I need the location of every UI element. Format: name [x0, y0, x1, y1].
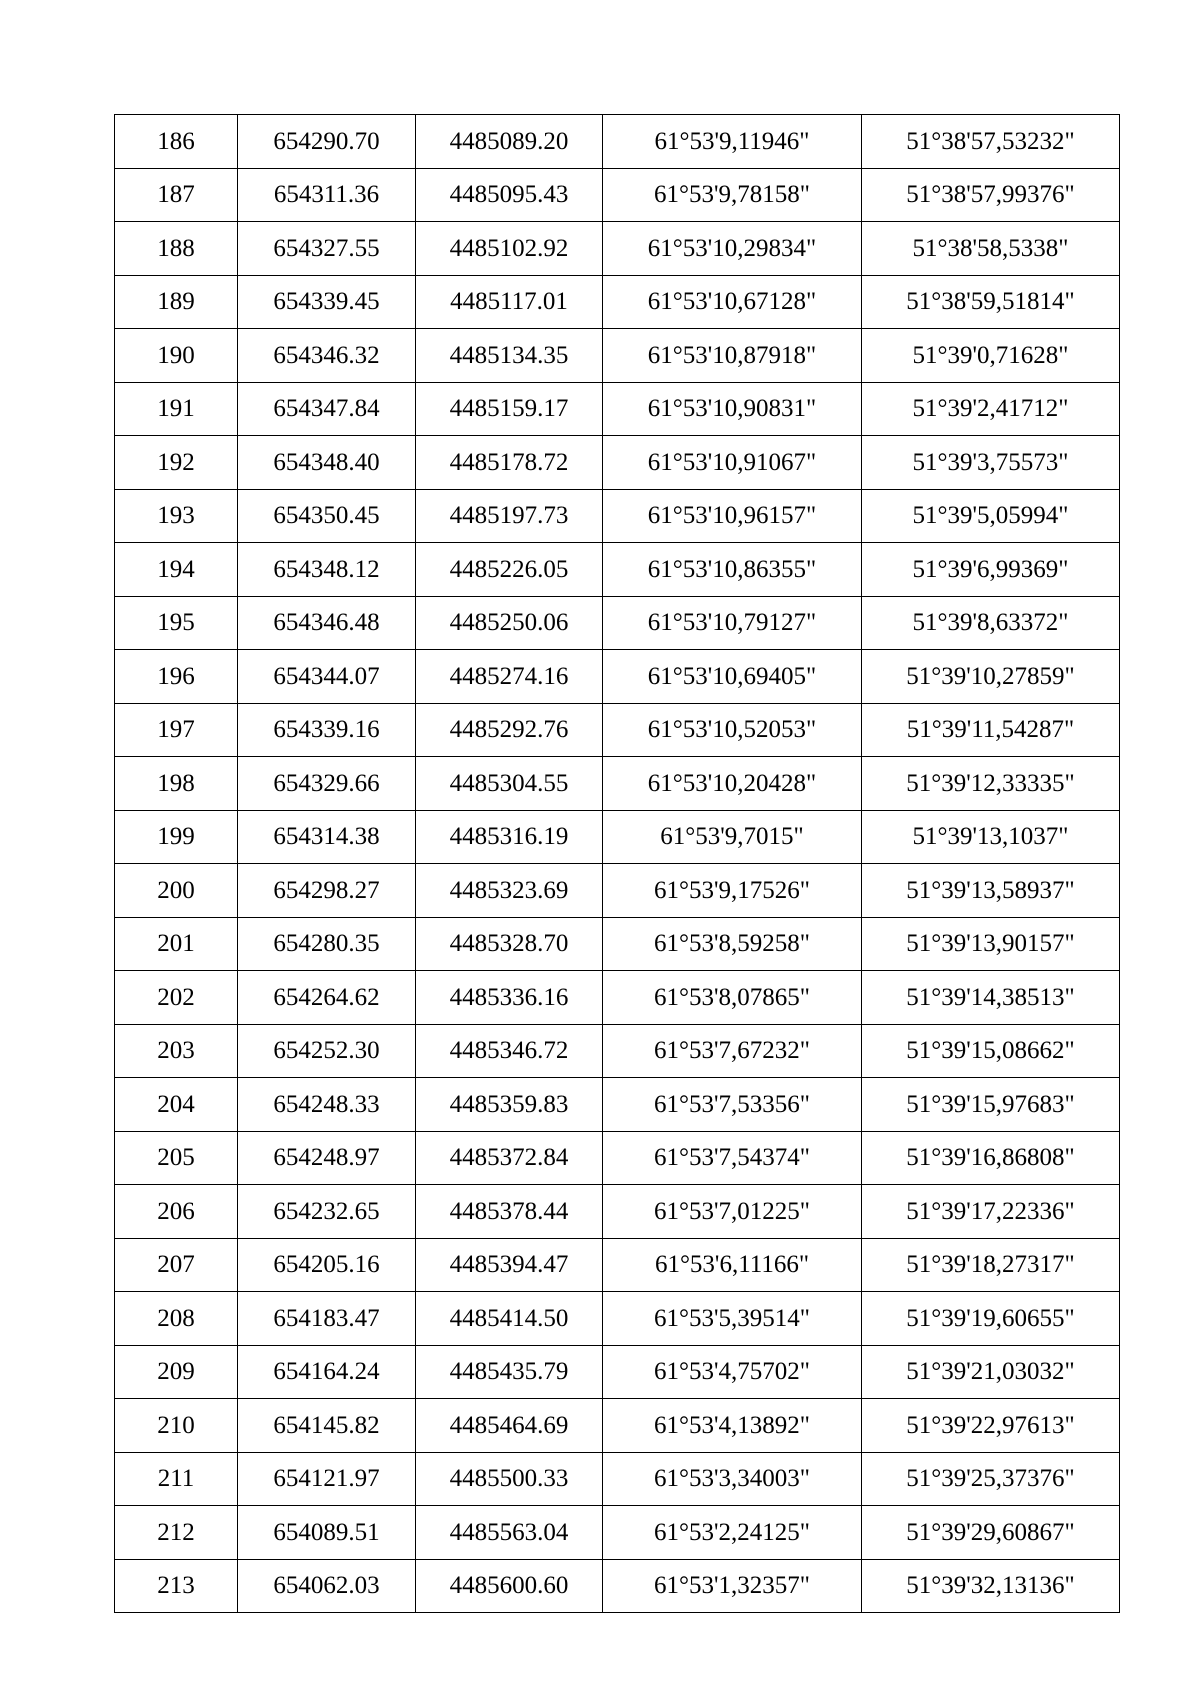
table-row: [115, 1506, 1120, 1560]
point-number-cell: 191: [115, 382, 238, 436]
y-coordinate-cell: 4485226.05: [416, 543, 603, 597]
point-number-cell: 193: [115, 489, 238, 543]
point-number-cell: 203: [115, 1024, 238, 1078]
longitude-cell: 61°53'10,20428": [603, 757, 862, 811]
table-row: [115, 1131, 1120, 1185]
latitude-cell: 51°39'12,33335": [862, 757, 1120, 811]
x-coordinate-cell: 654248.97: [238, 1131, 416, 1185]
longitude-cell: 61°53'9,17526": [603, 864, 862, 918]
point-number-cell: 204: [115, 1078, 238, 1132]
table-row: [115, 1185, 1120, 1239]
x-coordinate-cell: 654348.40: [238, 436, 416, 490]
longitude-cell: 61°53'9,11946": [603, 115, 862, 169]
y-coordinate-cell: 4485435.79: [416, 1345, 603, 1399]
x-coordinate-cell: 654062.03: [238, 1559, 416, 1613]
y-coordinate-cell: 4485292.76: [416, 703, 603, 757]
longitude-cell: 61°53'4,13892": [603, 1399, 862, 1453]
table-row: [115, 489, 1120, 543]
latitude-cell: 51°38'57,53232": [862, 115, 1120, 169]
y-coordinate-cell: 4485414.50: [416, 1292, 603, 1346]
latitude-cell: 51°39'16,86808": [862, 1131, 1120, 1185]
longitude-cell: 61°53'7,01225": [603, 1185, 862, 1239]
y-coordinate-cell: 4485159.17: [416, 382, 603, 436]
x-coordinate-cell: 654264.62: [238, 971, 416, 1025]
latitude-cell: 51°39'32,13136": [862, 1559, 1120, 1613]
longitude-cell: 61°53'10,96157": [603, 489, 862, 543]
latitude-cell: 51°39'21,03032": [862, 1345, 1120, 1399]
latitude-cell: 51°39'14,38513": [862, 971, 1120, 1025]
x-coordinate-cell: 654327.55: [238, 222, 416, 276]
point-number-cell: 206: [115, 1185, 238, 1239]
x-coordinate-cell: 654314.38: [238, 810, 416, 864]
point-number-cell: 196: [115, 650, 238, 704]
latitude-cell: 51°39'8,63372": [862, 596, 1120, 650]
latitude-cell: 51°39'3,75573": [862, 436, 1120, 490]
point-number-cell: 187: [115, 168, 238, 222]
table-row: [115, 168, 1120, 222]
y-coordinate-cell: 4485372.84: [416, 1131, 603, 1185]
longitude-cell: 61°53'10,69405": [603, 650, 862, 704]
longitude-cell: 61°53'10,90831": [603, 382, 862, 436]
latitude-cell: 51°39'29,60867": [862, 1506, 1120, 1560]
point-number-cell: 205: [115, 1131, 238, 1185]
latitude-cell: 51°39'0,71628": [862, 329, 1120, 383]
point-number-cell: 213: [115, 1559, 238, 1613]
table-row: [115, 1238, 1120, 1292]
x-coordinate-cell: 654183.47: [238, 1292, 416, 1346]
x-coordinate-cell: 654205.16: [238, 1238, 416, 1292]
longitude-cell: 61°53'10,86355": [603, 543, 862, 597]
latitude-cell: 51°39'13,1037": [862, 810, 1120, 864]
longitude-cell: 61°53'4,75702": [603, 1345, 862, 1399]
latitude-cell: 51°39'10,27859": [862, 650, 1120, 704]
table-row: [115, 436, 1120, 490]
table-row: [115, 971, 1120, 1025]
latitude-cell: 51°39'22,97613": [862, 1399, 1120, 1453]
x-coordinate-cell: 654346.48: [238, 596, 416, 650]
longitude-cell: 61°53'10,91067": [603, 436, 862, 490]
table-row: [115, 703, 1120, 757]
y-coordinate-cell: 4485316.19: [416, 810, 603, 864]
point-number-cell: 202: [115, 971, 238, 1025]
latitude-cell: 51°39'25,37376": [862, 1452, 1120, 1506]
y-coordinate-cell: 4485563.04: [416, 1506, 603, 1560]
table-row: [115, 1399, 1120, 1453]
latitude-cell: 51°39'15,97683": [862, 1078, 1120, 1132]
point-number-cell: 198: [115, 757, 238, 811]
latitude-cell: 51°39'11,54287": [862, 703, 1120, 757]
point-number-cell: 197: [115, 703, 238, 757]
x-coordinate-cell: 654339.16: [238, 703, 416, 757]
latitude-cell: 51°39'13,90157": [862, 917, 1120, 971]
longitude-cell: 61°53'2,24125": [603, 1506, 862, 1560]
point-number-cell: 190: [115, 329, 238, 383]
table-row: [115, 1024, 1120, 1078]
x-coordinate-cell: 654344.07: [238, 650, 416, 704]
longitude-cell: 61°53'7,53356": [603, 1078, 862, 1132]
table-row: [115, 115, 1120, 169]
longitude-cell: 61°53'1,32357": [603, 1559, 862, 1613]
y-coordinate-cell: 4485394.47: [416, 1238, 603, 1292]
latitude-cell: 51°38'59,51814": [862, 275, 1120, 329]
longitude-cell: 61°53'5,39514": [603, 1292, 862, 1346]
y-coordinate-cell: 4485600.60: [416, 1559, 603, 1613]
table-row: [115, 329, 1120, 383]
longitude-cell: 61°53'10,52053": [603, 703, 862, 757]
table-row: [115, 543, 1120, 597]
y-coordinate-cell: 4485178.72: [416, 436, 603, 490]
y-coordinate-cell: 4485323.69: [416, 864, 603, 918]
longitude-cell: 61°53'10,87918": [603, 329, 862, 383]
point-number-cell: 186: [115, 115, 238, 169]
x-coordinate-cell: 654252.30: [238, 1024, 416, 1078]
x-coordinate-cell: 654232.65: [238, 1185, 416, 1239]
y-coordinate-cell: 4485378.44: [416, 1185, 603, 1239]
x-coordinate-cell: 654346.32: [238, 329, 416, 383]
table-row: [115, 650, 1120, 704]
table-row: [115, 1078, 1120, 1132]
table-row: [115, 1452, 1120, 1506]
y-coordinate-cell: 4485328.70: [416, 917, 603, 971]
longitude-cell: 61°53'7,54374": [603, 1131, 862, 1185]
table-row: [115, 810, 1120, 864]
table-row: [115, 757, 1120, 811]
table-row: [115, 864, 1120, 918]
latitude-cell: 51°39'13,58937": [862, 864, 1120, 918]
latitude-cell: 51°38'57,99376": [862, 168, 1120, 222]
y-coordinate-cell: 4485250.06: [416, 596, 603, 650]
x-coordinate-cell: 654145.82: [238, 1399, 416, 1453]
y-coordinate-cell: 4485095.43: [416, 168, 603, 222]
x-coordinate-cell: 654339.45: [238, 275, 416, 329]
longitude-cell: 61°53'9,7015": [603, 810, 862, 864]
y-coordinate-cell: 4485134.35: [416, 329, 603, 383]
table-row: [115, 1345, 1120, 1399]
point-number-cell: 208: [115, 1292, 238, 1346]
latitude-cell: 51°39'6,99369": [862, 543, 1120, 597]
x-coordinate-cell: 654348.12: [238, 543, 416, 597]
x-coordinate-cell: 654164.24: [238, 1345, 416, 1399]
y-coordinate-cell: 4485359.83: [416, 1078, 603, 1132]
point-number-cell: 209: [115, 1345, 238, 1399]
longitude-cell: 61°53'10,29834": [603, 222, 862, 276]
point-number-cell: 192: [115, 436, 238, 490]
point-number-cell: 212: [115, 1506, 238, 1560]
y-coordinate-cell: 4485102.92: [416, 222, 603, 276]
point-number-cell: 194: [115, 543, 238, 597]
longitude-cell: 61°53'6,11166": [603, 1238, 862, 1292]
point-number-cell: 195: [115, 596, 238, 650]
x-coordinate-cell: 654280.35: [238, 917, 416, 971]
latitude-cell: 51°39'5,05994": [862, 489, 1120, 543]
point-number-cell: 188: [115, 222, 238, 276]
x-coordinate-cell: 654311.36: [238, 168, 416, 222]
y-coordinate-cell: 4485346.72: [416, 1024, 603, 1078]
point-number-cell: 200: [115, 864, 238, 918]
latitude-cell: 51°39'19,60655": [862, 1292, 1120, 1346]
table-row: [115, 275, 1120, 329]
longitude-cell: 61°53'10,67128": [603, 275, 862, 329]
y-coordinate-cell: 4485336.16: [416, 971, 603, 1025]
point-number-cell: 207: [115, 1238, 238, 1292]
longitude-cell: 61°53'10,79127": [603, 596, 862, 650]
coordinates-table-body: [115, 115, 1120, 1613]
y-coordinate-cell: 4485089.20: [416, 115, 603, 169]
point-number-cell: 199: [115, 810, 238, 864]
x-coordinate-cell: 654347.84: [238, 382, 416, 436]
y-coordinate-cell: 4485274.16: [416, 650, 603, 704]
x-coordinate-cell: 654121.97: [238, 1452, 416, 1506]
y-coordinate-cell: 4485304.55: [416, 757, 603, 811]
longitude-cell: 61°53'8,59258": [603, 917, 862, 971]
table-row: [115, 596, 1120, 650]
coordinates-table: [114, 114, 1120, 1613]
y-coordinate-cell: 4485464.69: [416, 1399, 603, 1453]
x-coordinate-cell: 654290.70: [238, 115, 416, 169]
latitude-cell: 51°39'17,22336": [862, 1185, 1120, 1239]
table-row: [115, 917, 1120, 971]
table-row: [115, 1559, 1120, 1613]
point-number-cell: 189: [115, 275, 238, 329]
point-number-cell: 201: [115, 917, 238, 971]
latitude-cell: 51°39'15,08662": [862, 1024, 1120, 1078]
point-number-cell: 210: [115, 1399, 238, 1453]
x-coordinate-cell: 654350.45: [238, 489, 416, 543]
longitude-cell: 61°53'7,67232": [603, 1024, 862, 1078]
longitude-cell: 61°53'3,34003": [603, 1452, 862, 1506]
y-coordinate-cell: 4485117.01: [416, 275, 603, 329]
longitude-cell: 61°53'8,07865": [603, 971, 862, 1025]
table-row: [115, 1292, 1120, 1346]
longitude-cell: 61°53'9,78158": [603, 168, 862, 222]
latitude-cell: 51°39'2,41712": [862, 382, 1120, 436]
x-coordinate-cell: 654089.51: [238, 1506, 416, 1560]
x-coordinate-cell: 654329.66: [238, 757, 416, 811]
x-coordinate-cell: 654248.33: [238, 1078, 416, 1132]
y-coordinate-cell: 4485197.73: [416, 489, 603, 543]
latitude-cell: 51°39'18,27317": [862, 1238, 1120, 1292]
latitude-cell: 51°38'58,5338": [862, 222, 1120, 276]
y-coordinate-cell: 4485500.33: [416, 1452, 603, 1506]
table-row: [115, 382, 1120, 436]
point-number-cell: 211: [115, 1452, 238, 1506]
x-coordinate-cell: 654298.27: [238, 864, 416, 918]
table-row: [115, 222, 1120, 276]
